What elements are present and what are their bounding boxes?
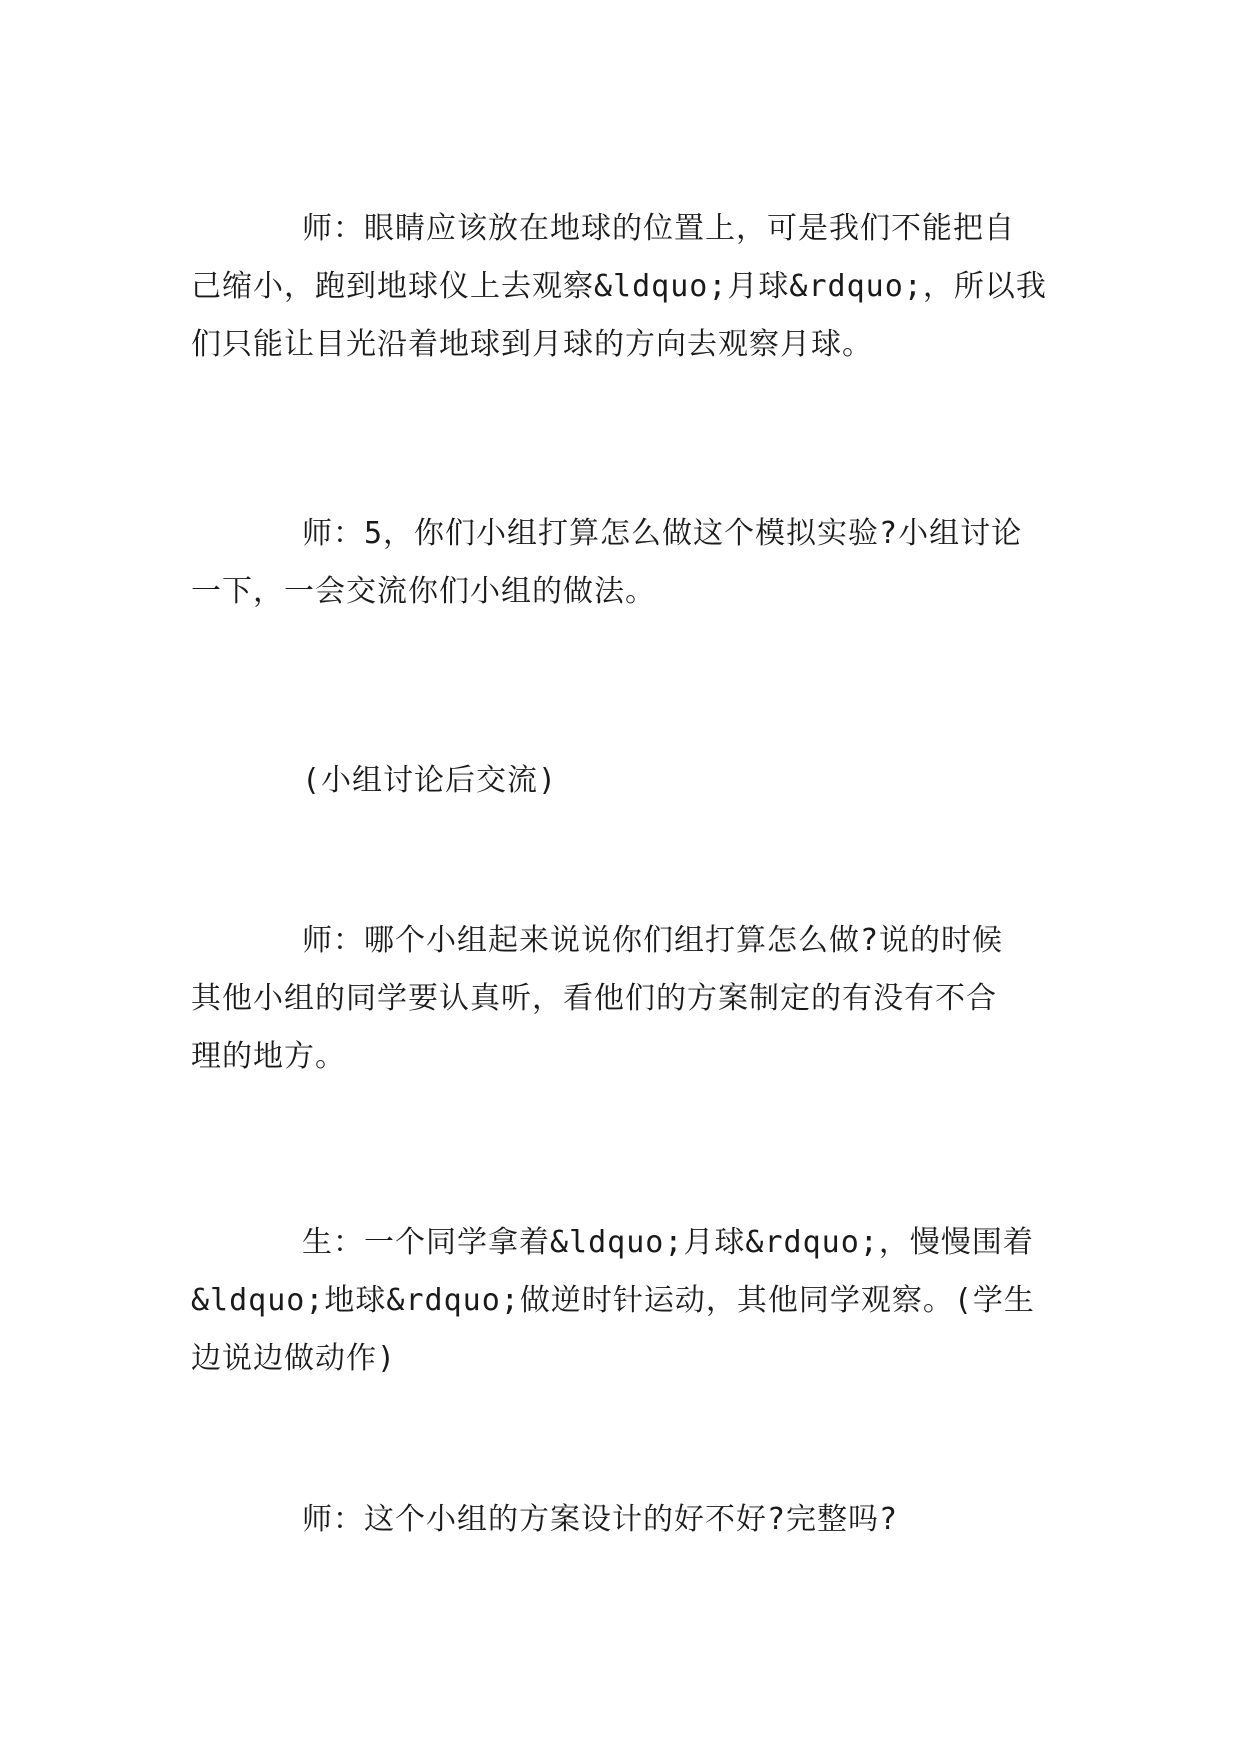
paragraph-1 bbox=[191, 200, 1061, 374]
text-line: 理的地方。 bbox=[191, 1039, 346, 1074]
paragraph-2 bbox=[191, 505, 1061, 621]
text-line: 边说边做动作) bbox=[191, 1341, 397, 1376]
text-line: 其他小组的同学要认真听，看他们的方案制定的有没有不合 bbox=[191, 981, 997, 1016]
text-line: (小组讨论后交流) bbox=[302, 763, 558, 798]
paragraph-6 bbox=[191, 1491, 1061, 1549]
text-line: 师：这个小组的方案设计的好不好?完整吗? bbox=[302, 1502, 899, 1537]
text-line: 师：哪个小组起来说说你们组打算怎么做?说的时候 bbox=[302, 923, 1004, 958]
text-line: 己缩小，跑到地球仪上去观察&ldquo;月球&rdquo;，所以我 bbox=[191, 269, 1047, 304]
text-line: 们只能让目光沿着地球到月球的方向去观察月球。 bbox=[191, 327, 873, 362]
text-line: 一下，一会交流你们小组的做法。 bbox=[191, 574, 656, 609]
paragraph-3 bbox=[191, 752, 1061, 810]
paragraph-5 bbox=[191, 1214, 1061, 1388]
paragraph-4 bbox=[191, 912, 1061, 1086]
text-line: &ldquo;地球&rdquo;做逆时针运动，其他同学观察。(学生 bbox=[191, 1283, 1035, 1318]
text-line: 生：一个同学拿着&ldquo;月球&rdquo;，慢慢围着 bbox=[302, 1225, 1034, 1260]
text-line: 师：5，你们小组打算怎么做这个模拟实验?小组讨论 bbox=[302, 516, 1023, 551]
text-line: 师：眼睛应该放在地球的位置上，可是我们不能把自 bbox=[302, 211, 1015, 246]
